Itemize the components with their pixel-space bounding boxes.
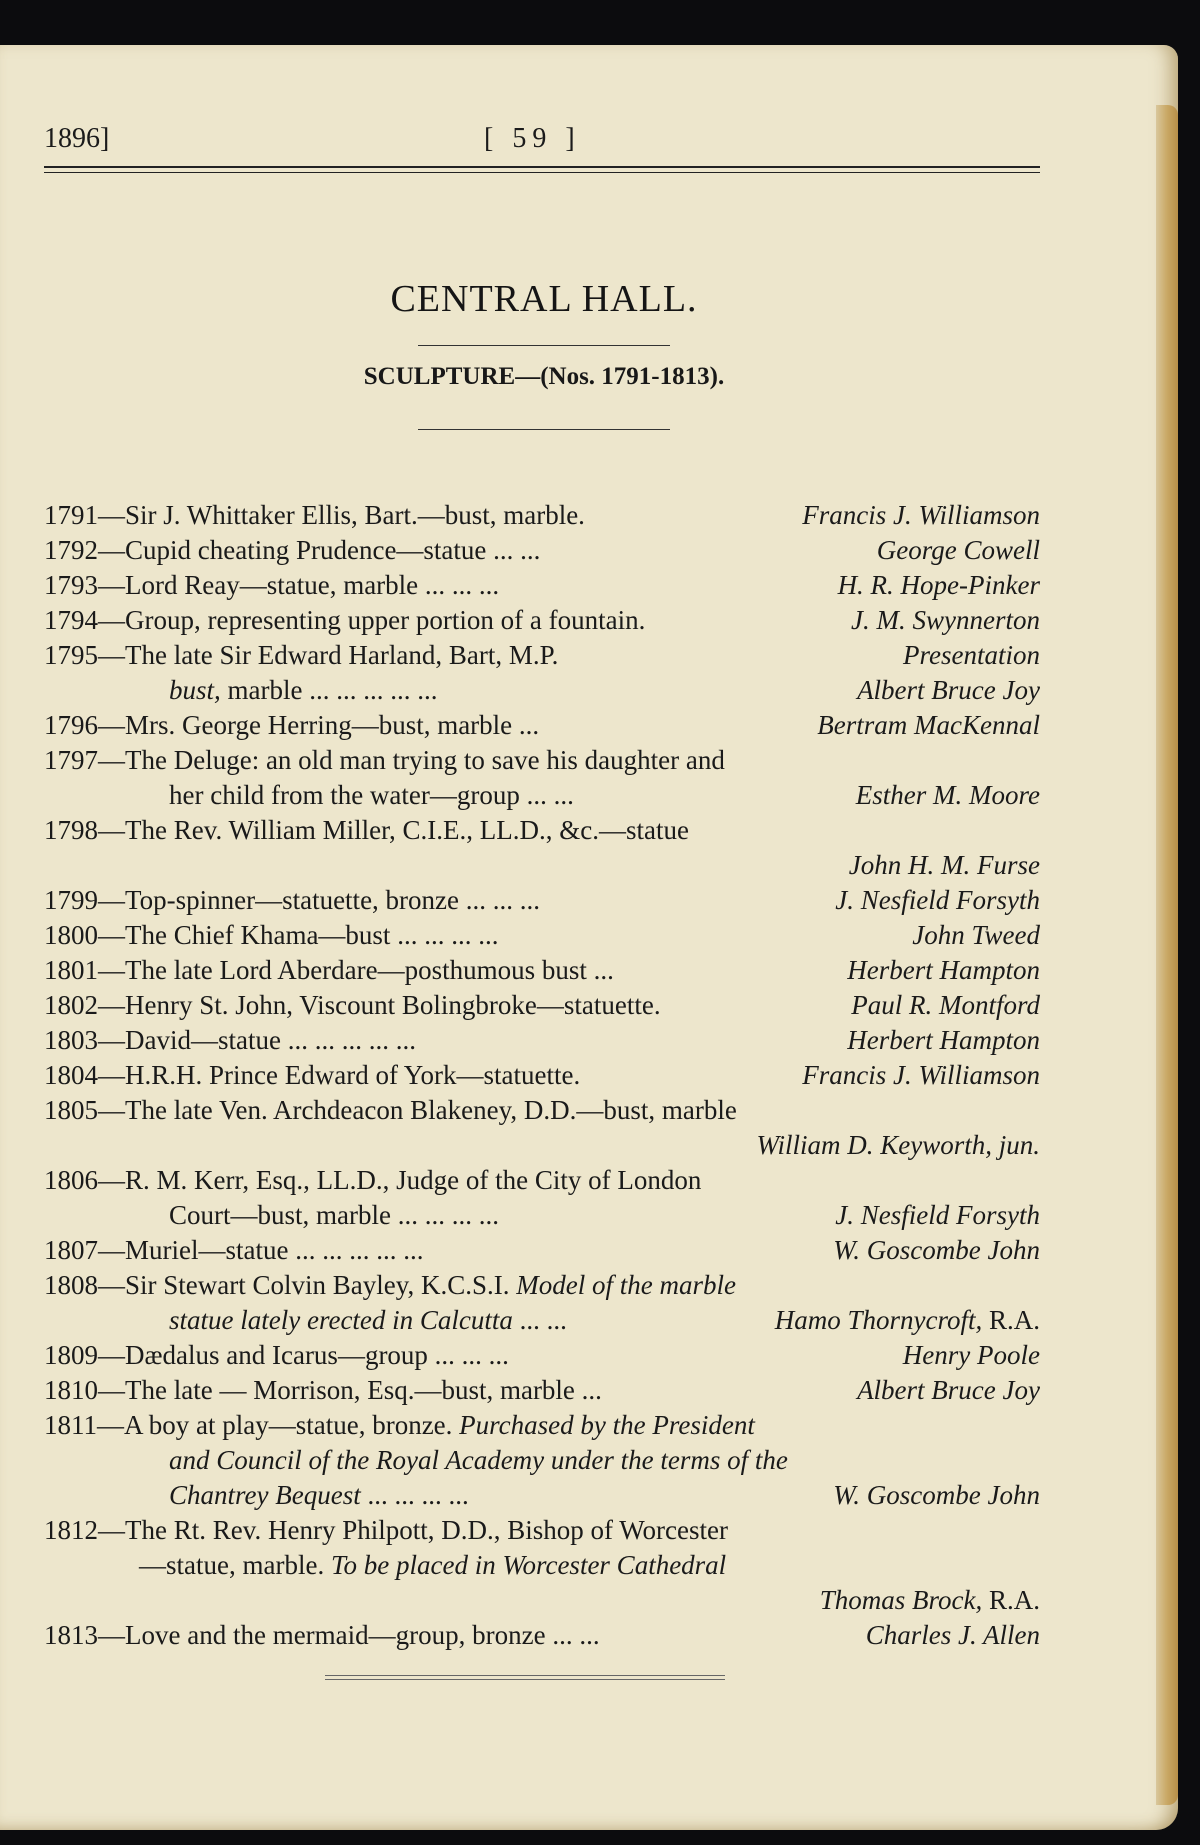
entry-description [44,1058,580,1093]
catalogue-line [44,603,1040,638]
entry-italic-note: Purchased by the President [452,1410,755,1440]
entry-description [44,1023,416,1058]
entry-description [44,1233,423,1268]
entry-text: 1803—David—statue ... ... ... ... ... [44,1025,416,1055]
entry-text: 1794—Group, representing upper portion of a fountain. [44,605,646,635]
entry-description [139,1548,726,1583]
catalogue-line [44,1163,1040,1198]
entry-artist [857,1373,1040,1408]
entry-text: 1813—Love and the mermaid—group, bronze ... ... [44,1620,600,1650]
catalogue-line [44,638,1040,673]
entry-artist [866,1618,1040,1653]
artist-name: Herbert Hampton [847,955,1040,985]
catalogue-line [44,1338,1040,1373]
artist-name: Hamo Thornycroft, [774,1305,983,1335]
artist-name: J. Nesfield Forsyth [835,1200,1040,1230]
entry-text: 1798—The Rev. William Miller, C.I.E., LL.D., &c.—statue [44,815,689,845]
catalogue-line [44,743,1040,778]
entry-description [169,778,574,813]
entry-description [169,1303,567,1338]
entry-italic-note: Model of the marble [509,1270,736,1300]
entry-italic-text: bust, [169,675,221,705]
entry-description [169,1478,469,1513]
artist-suffix: R.A. [982,1585,1040,1615]
catalogue-line [44,1198,1040,1233]
entry-description [44,1338,509,1373]
entry-description [44,743,725,778]
entry-artist [817,708,1040,743]
header-rule [44,166,1040,173]
artist-name: J. M. Swynnerton [851,605,1040,635]
entry-description [44,1163,701,1198]
page-title: CENTRAL HALL. [390,278,698,320]
catalogue-line [44,813,1040,848]
entry-text: 1800—The Chief Khama—bust ... ... ... ... [44,920,499,950]
entry-artist [775,1303,1040,1338]
artist-name: Esther M. Moore [855,780,1040,810]
entry-artist [903,1338,1040,1373]
catalogue-line [44,1513,1040,1548]
entry-italic-text: statue lately erected in Calcutta [169,1305,513,1335]
entry-description [44,883,540,918]
catalogue-line [44,708,1040,743]
entry-text: —statue, marble. [139,1550,325,1580]
entry-description [169,1198,499,1233]
entry-italic-text: Chantrey Bequest [169,1480,361,1510]
entry-description [44,1268,736,1303]
entry-description [44,533,540,568]
catalogue-line [44,1233,1040,1268]
entry-description [44,953,614,988]
artist-name: W. Goscombe John [833,1235,1040,1265]
entry-text: 1804—H.R.H. Prince Edward of York—statuette. [44,1060,581,1090]
entry-description [44,603,645,638]
entry-text: ... ... [512,1305,567,1335]
artist-name: Herbert Hampton [847,1025,1040,1055]
entry-text: ... ... ... ... [360,1480,469,1510]
entry-text: her child from the water—group ... ... [169,780,574,810]
catalogue-line [44,953,1040,988]
entry-italic-note: To be placed in Worcester Cathedral [324,1550,727,1580]
entry-artist [757,1128,1041,1163]
catalogue-line [44,1443,1040,1478]
entry-text: 1811—A boy at play—statue, bronze. [44,1410,453,1440]
entry-italic-text: and Council of the Royal Academy under the terms of the [169,1445,788,1475]
entry-description [169,1443,788,1478]
entry-artist [849,848,1040,883]
entry-description [44,498,585,533]
entry-artist [833,1478,1040,1513]
entry-description [44,1373,602,1408]
catalogue-line [44,1618,1040,1653]
entry-text: 1808—Sir Stewart Colvin Bayley, K.C.S.I. [44,1270,510,1300]
catalogue-line [44,1128,1040,1163]
header-year: 1896] [44,123,110,154]
entry-artist [820,1583,1040,1618]
catalogue-line [44,988,1040,1023]
entry-artist [856,778,1040,813]
entry-text: 1809—Dædalus and Icarus—group ... ... ... [44,1340,509,1370]
artist-name: J. Nesfield Forsyth [835,885,1040,915]
entry-description [44,918,498,953]
page-edge [1156,105,1178,1805]
running-header [44,123,1040,163]
entry-description [44,1408,755,1443]
entry-description [44,1618,600,1653]
entry-description [44,813,689,848]
entry-description [44,638,558,673]
entry-text: 1806—R. M. Kerr, Esq., LL.D., Judge of the City of London [44,1165,702,1195]
catalogue-line [44,673,1040,708]
entry-text: 1810—The late — Morrison, Esq.—bust, marble ... [44,1375,602,1405]
artist-name: Albert Bruce Joy [857,1375,1040,1405]
entry-text: marble ... ... ... ... ... [220,675,438,705]
catalogue-line [44,1548,1040,1583]
catalogue-line [44,1058,1040,1093]
book-page [0,45,1178,1830]
entry-artist [857,673,1040,708]
entry-text: 1801—The late Lord Aberdare—posthumous bust ... [44,955,614,985]
catalogue-line [44,1583,1040,1618]
entry-description [44,708,539,743]
catalogue-line [44,498,1040,533]
artist-name: W. Goscombe John [833,1480,1040,1510]
catalogue-line [44,1373,1040,1408]
artist-name: Thomas Brock, [819,1585,983,1615]
artist-name: Presentation [903,640,1040,670]
entry-text: 1796—Mrs. George Herring—bust, marble ... [44,710,540,740]
entry-text: 1807—Muriel—statue ... ... ... ... ... [44,1235,424,1265]
catalogue-line [44,1268,1040,1303]
catalogue-line [44,568,1040,603]
entry-text: 1795—The late Sir Edward Harland, Bart, M.P. [44,640,559,670]
catalogue-line [44,1408,1040,1443]
entry-artist [802,1058,1040,1093]
catalogue-line [44,883,1040,918]
entry-description [169,673,437,708]
artist-name: Henry Poole [902,1340,1040,1370]
entry-text: 1799—Top-spinner—statuette, bronze ... ... ... [44,885,541,915]
artist-name: Charles J. Allen [865,1620,1040,1650]
header-page-number: [ 59 ] [484,123,581,154]
catalogue-line [44,1023,1040,1058]
catalogue-line [44,533,1040,568]
entry-description [44,1093,737,1128]
artist-suffix: R.A. [982,1305,1040,1335]
entry-artist [835,883,1040,918]
entry-artist [903,638,1040,673]
entry-text: 1797—The Deluge: an old man trying to save his daughter and [44,745,725,775]
entry-artist [877,533,1040,568]
subtitle-rule [418,429,670,430]
entry-text: 1793—Lord Reay—statue, marble ... ... ... [44,570,500,600]
catalogue-line [44,1478,1040,1513]
catalogue-line [44,778,1040,813]
artist-name: Paul R. Montford [851,990,1040,1020]
artist-name: Albert Bruce Joy [857,675,1040,705]
entry-text: 1812—The Rt. Rev. Henry Philpott, D.D., Bishop of Worcester [44,1515,729,1545]
entry-artist [912,918,1040,953]
section-subtitle: SCULPTURE—(Nos. 1791-1813). [363,363,725,390]
artist-name: William D. Keyworth, jun. [756,1130,1040,1160]
artist-name: Francis J. Williamson [802,500,1040,530]
artist-name: Francis J. Williamson [802,1060,1040,1090]
artist-name: John H. M. Furse [848,850,1040,880]
entry-artist [802,498,1040,533]
entry-description [44,568,499,603]
entry-text: 1791—Sir J. Whittaker Ellis, Bart.—bust, marble. [44,500,585,530]
entry-artist [851,603,1040,638]
catalogue-line [44,1303,1040,1338]
artist-name: Bertram MacKennal [817,710,1040,740]
footer-rule [325,1675,725,1680]
artist-name: George Cowell [876,535,1040,565]
artist-name: John Tweed [912,920,1040,950]
entry-description [44,1513,728,1548]
entry-text: 1802—Henry St. John, Viscount Bolingbroke—statuette. [44,990,661,1020]
entry-artist [851,988,1040,1023]
entry-artist [838,568,1040,603]
entry-artist [835,1198,1040,1233]
entry-text: Court—bust, marble ... ... ... ... [169,1200,499,1230]
entry-text: 1805—The late Ven. Archdeacon Blakeney, D.D.—bust, marble [44,1095,737,1125]
entry-artist [833,1233,1040,1268]
entry-description [44,988,661,1023]
catalogue-line [44,1093,1040,1128]
entry-artist [847,953,1040,988]
entry-text: 1792—Cupid cheating Prudence—statue ... ... [44,535,541,565]
artist-name: H. R. Hope-Pinker [837,570,1040,600]
catalogue-line [44,918,1040,953]
title-rule [418,345,670,346]
entry-artist [847,1023,1040,1058]
catalogue-entries [44,498,1040,1653]
catalogue-line [44,848,1040,883]
